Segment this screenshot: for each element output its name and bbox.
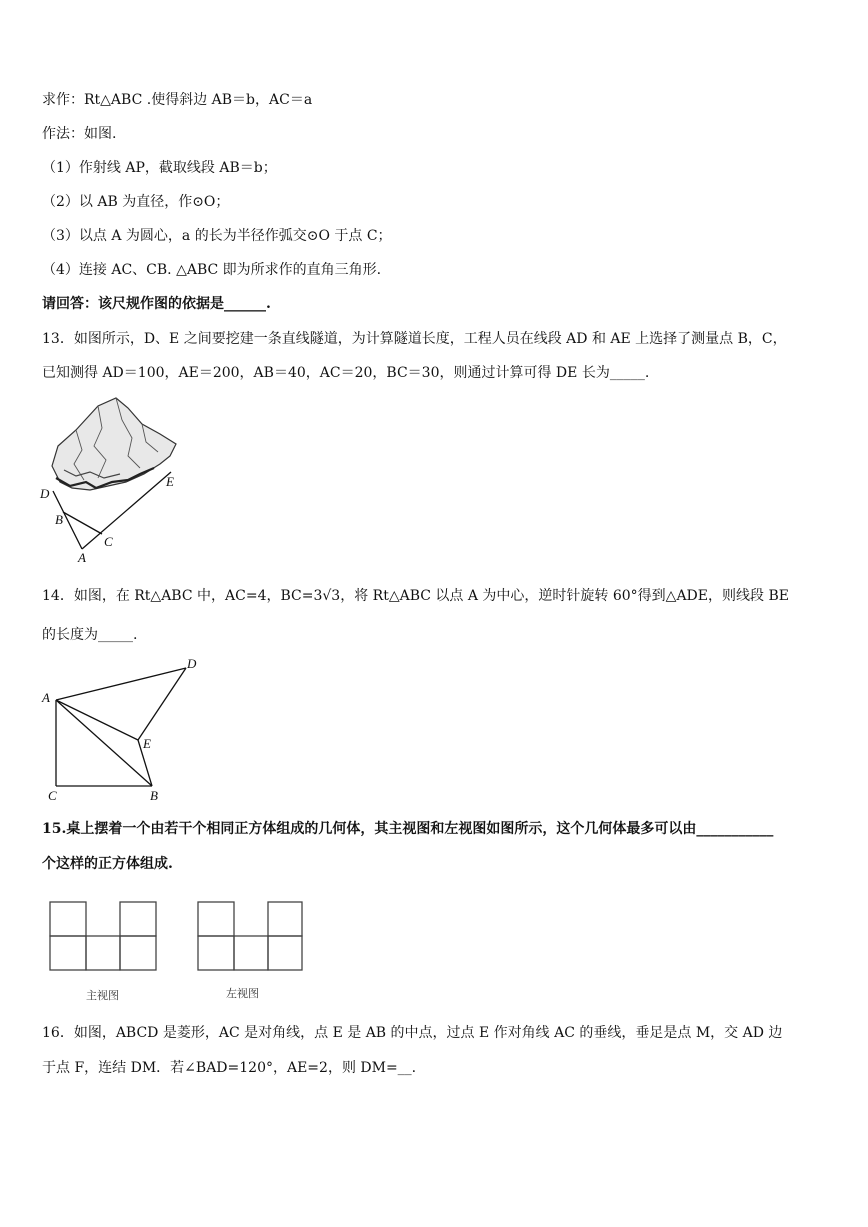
label-B: B xyxy=(150,788,158,803)
q13-line-2: 已知测得 AD＝100，AE＝200，AB＝40，AC＝20，BC＝30，则通过计算可得 DE 长为_____. xyxy=(42,365,650,381)
label-C: C xyxy=(48,788,57,803)
q16-line-1: 16．如图，ABCD 是菱形，AC 是对角线，点 E 是 AB 的中点，过点 E 作对角线 AC 的垂线，垂足是点 M，交 AD 边 xyxy=(42,1025,783,1041)
label-D: D xyxy=(40,486,50,501)
label-E: E xyxy=(143,736,151,751)
left-view xyxy=(198,902,302,970)
q16-line-2: 于点 F，连结 DM．若∠BAD=120°，AE=2，则 DM=__. xyxy=(42,1060,417,1076)
q14-line-1: 14．如图，在 Rt△ABC 中，AC=4，BC=3√3，将 Rt△ABC 以点 A 为中心，逆时针旋转 60°得到△ADE，则线段 BE xyxy=(42,588,789,604)
q12-step-1: （1）作射线 AP，截取线段 AB＝b； xyxy=(42,160,277,176)
line-DE xyxy=(138,668,186,740)
label-D: D xyxy=(187,656,197,671)
q12-step-3: （3）以点 A 为圆心，a 的长为半径作弧交⊙O 于点 C； xyxy=(42,228,392,244)
left-view-caption: 左视图 xyxy=(226,987,259,1000)
label-C: C xyxy=(104,534,113,549)
label-B: B xyxy=(55,512,63,527)
front-view xyxy=(50,902,156,970)
label-E: E xyxy=(166,474,174,489)
q15-views-figure xyxy=(46,898,316,1008)
label-A: A xyxy=(78,550,86,565)
line-AB xyxy=(56,700,152,786)
q12-step-4: （4）连接 AC、CB. △ABC 即为所求作的直角三角形. xyxy=(42,262,382,278)
line-AE xyxy=(56,700,138,740)
front-view-caption: 主视图 xyxy=(86,989,119,1002)
q12-ask: 请回答：该尺规作图的依据是______. xyxy=(42,296,271,312)
q15-line-1: 15.桌上摆着一个由若干个相同正方体组成的几何体，其主视图和左视图如图所示，这个几何体最多可以由___________ xyxy=(42,821,774,837)
q12-line-2: 作法：如图. xyxy=(42,126,117,142)
label-A: A xyxy=(42,690,50,705)
q13-line-1: 13．如图所示，D、E 之间要挖建一条直线隧道，为计算隧道长度，工程人员在线段 AD 和 AE 上选择了测量点 B，C， xyxy=(42,331,787,347)
mountain-drawing xyxy=(52,398,176,490)
q12-line-1: 求作：Rt△ABC .使得斜边 AB＝b，AC＝a xyxy=(42,92,313,108)
q12-step-2: （2）以 AB 为直径，作⊙O； xyxy=(42,194,230,210)
q14-rotation-figure xyxy=(36,652,206,806)
q14-line-2: 的长度为_____. xyxy=(42,627,138,643)
line-AD xyxy=(56,668,186,700)
q15-line-2: 个这样的正方体组成. xyxy=(42,856,173,872)
q13-mountain-figure xyxy=(36,394,196,566)
